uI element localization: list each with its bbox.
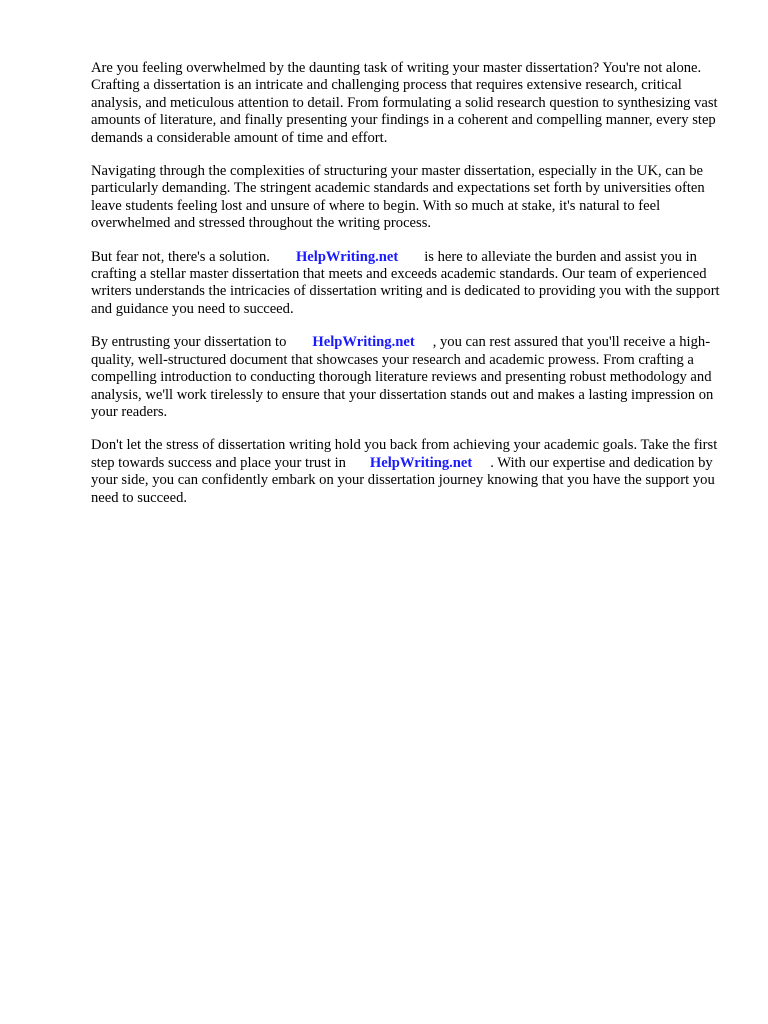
paragraph-solution-rest: is here to alleviate the burden and assist you in crafting a stellar master dissertation that meets and exceeds academic standards. Our team of experienced writers understands the intricacies of dissertation writing and is dedicated to providing you with the support and guidance you need to succeed. — [91, 248, 720, 317]
helpwriting-link-1[interactable]: HelpWriting.net — [295, 248, 399, 265]
paragraph-entrusting-rest: , you can rest assured that you'll receive a high-quality, well-structured document that showcases your research and academic prowess. From crafting a compelling introduction to conducting thorough literature reviews and presenting robust methodology and analysis, we'll work tirelessly to ensure that your dissertation stands out and makes a lasting impression on your readers. — [91, 334, 714, 420]
helpwriting-link-3[interactable]: HelpWriting.net — [369, 454, 473, 471]
paragraph-solution — [91, 249, 723, 319]
paragraph-challenges: Navigating through the complexities of structuring your master dissertation, especially in the UK, can be particularly demanding. The stringent academic standards and expectations set forth by universities often leave students feeling lost and unsure of where to begin. With so much at stake, it's natural to feel overwhelmed and stressed throughout the writing process. — [91, 163, 705, 232]
paragraph-call-to-action — [91, 437, 723, 507]
document-page — [91, 60, 723, 523]
paragraph-entrusting — [91, 334, 723, 421]
paragraph-solution-lead: But fear not, there's a solution. — [91, 248, 270, 265]
paragraph-cta-rest: . With our expertise and dedication by your side, you can confidently embark on your dissertation journey knowing that you have the support you need to succeed. — [91, 454, 715, 506]
helpwriting-link-2[interactable]: HelpWriting.net — [312, 334, 415, 351]
paragraph-cta-lead: Don't let the stress of dissertation writing hold you back from achieving your academic goals. Take the first step towards success and place your trust in — [91, 437, 718, 471]
paragraph-intro: Are you feeling overwhelmed by the daunting task of writing your master dissertation? You're not alone. Crafting a dissertation is an intricate and challenging process that requires extensive research, critical analysis, and meticulous attention to detail. From formulating a solid research question to synthesizing vast amounts of literature, and finally presenting your findings in a coherent and compelling manner, every step demands a considerable amount of time and effort. — [91, 60, 718, 146]
paragraph-entrusting-lead: By entrusting your dissertation to — [91, 334, 287, 351]
